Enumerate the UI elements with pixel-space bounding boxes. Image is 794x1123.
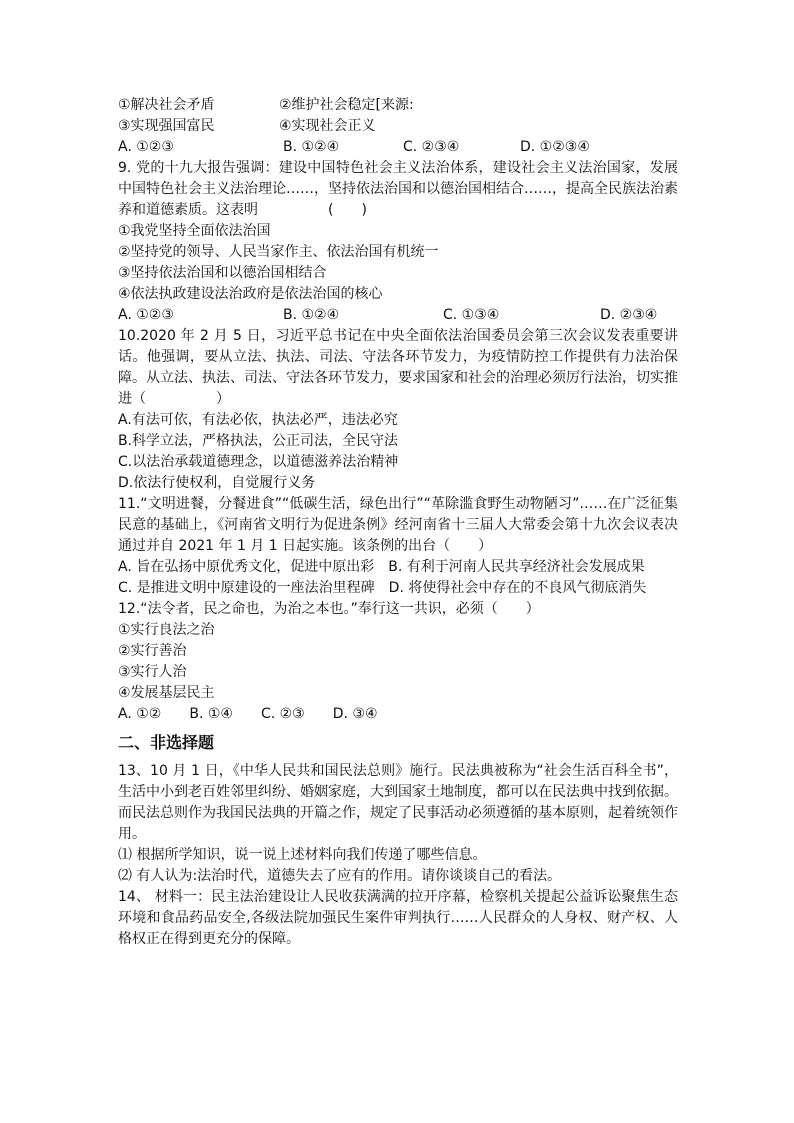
q13-sub-2: ⑵ 有人认为:法治时代，道德失去了应有的作用。请你谈谈自己的看法。 [118, 868, 562, 884]
q10-option-a[interactable]: A.有法可依，有法必依，执法必严，违法必究 [118, 412, 398, 428]
q9-item-2: ②坚持党的领导、人民当家作主、依法治国有机统一 [118, 244, 439, 260]
q12-option-b[interactable]: B. ①④ [189, 706, 233, 722]
q9-stem: 9. 党的十九大报告强调：建设中国特色社会主义法治体系，建设社会主义法治国家，发展中国特色社会主义法治理论……，坚持依法治国和以德治国相结合……，提高全民族法治素养和道德素质。这表明 ( ) [118, 160, 678, 218]
q8-item-2: ②维护社会稳定[来源: [279, 97, 414, 113]
q9-item-1: ①我党坚持全面依法治国 [118, 223, 271, 239]
q8-item-row-1 [118, 95, 678, 116]
q8-option-a[interactable]: A. ①②③ [118, 139, 174, 155]
q12-item-4: ④发展基层民主 [118, 685, 215, 701]
q9-item-3: ③坚持依法治国和以德治国相结合 [118, 265, 327, 281]
q10-option-d[interactable]: D.依法行使权利，自觉履行义务 [118, 475, 316, 491]
q8-option-b[interactable]: B. ①②④ [283, 139, 340, 155]
q9-item-4: ④依法执政建设法治政府是依法治国的核心 [118, 286, 383, 302]
q12-option-a[interactable]: A. ①② [118, 706, 162, 722]
q8-item-1: ①解决社会矛盾 [118, 97, 215, 113]
q11-options-cd[interactable]: C. 是推进文明中原建设的一座法治里程碑 D. 将使得社会中存在的不良风气彻底消失 [118, 580, 647, 596]
q12-stem: 12.“法令者，民之命也，为治之本也。”奉行这一共识，必须（ ） [118, 601, 540, 617]
exam-page [118, 95, 678, 950]
q9-option-b[interactable]: B. ①②④ [283, 307, 340, 323]
q10-option-c[interactable]: C.以法治承载道德理念，以道德滋养法治精神 [118, 454, 399, 470]
q8-item-4: ④实现社会正义 [279, 118, 376, 134]
q8-option-d[interactable]: D. ①②③④ [520, 139, 590, 155]
q12-options [118, 704, 678, 725]
q12-option-d[interactable]: D. ③④ [332, 706, 378, 722]
q13-sub-1: ⑴ 根据所学知识，说一说上述材料向我们传递了哪些信息。 [118, 847, 487, 863]
q8-options [118, 137, 678, 158]
q12-option-c[interactable]: C. ②③ [260, 706, 305, 722]
q9-option-a[interactable]: A. ①②③ [118, 307, 174, 323]
q8-item-3: ③实现强国富民 [118, 118, 215, 134]
q13-stem: 13、10 月 1 日，《中华人民共和国民法总则》施行。民法典被称为“社会生活百科全书”，生活中小到老百姓邻里纠纷、婚姻家庭，大到国家土地制度，都可以在民法典中找到依据。而民法总则作为我国民法典的开篇之作，规定了民事活动必须遵循的基本原则，起着统领作用。 [118, 763, 678, 842]
q10-stem: 10.2020 年 2 月 5 日，习近平总书记在中央全面依法治国委员会第三次会议发表重要讲话。他强调，要从立法、执法、司法、守法各环节发力，为疫情防控工作提供有力法治保障。从立法、执法、司法、守法各环节发力，要求国家和社会的治理必须厉行法治，切实推进（ ） [118, 328, 678, 407]
q9-options [118, 305, 678, 326]
q11-options-ab[interactable]: A. 旨在弘扬中原优秀文化，促进中原出彩 B. 有利于河南人民共享经济社会发展成果 [118, 559, 645, 575]
section-title: 二、非选择题 [118, 733, 215, 752]
q10-option-b[interactable]: B.科学立法，严格执法，公正司法，全民守法 [118, 433, 399, 449]
q12-item-3: ③实行人治 [118, 664, 187, 680]
q14-stem: 14、 材料一：民主法治建设让人民收获满满的拉开序幕，检察机关提起公益诉讼聚焦生态环境和食品药品安全,各级法院加强民生案件审判执行……人民群众的人身权、财产权、人格权正在得到更充分的保障。 [118, 889, 678, 947]
q9-option-d[interactable]: D. ②③④ [600, 307, 658, 323]
q8-item-row-2 [118, 116, 678, 137]
q9-option-c[interactable]: C. ①③④ [443, 307, 500, 323]
q12-item-2: ②实行善治 [118, 643, 187, 659]
q11-stem: 11.“文明进餐，分餐进食”“低碳生活，绿色出行”“革除滥食野生动物陋习”……在广泛征集民意的基础上，《河南省文明行为促进条例》经河南省十三届人大常委会第十九次会议表决通过并自 2021 年 1 月 1 日起实施。该条例的出台（ ） [118, 496, 678, 554]
q12-item-1: ①实行良法之治 [118, 622, 215, 638]
q8-option-c[interactable]: C. ②③④ [403, 139, 460, 155]
